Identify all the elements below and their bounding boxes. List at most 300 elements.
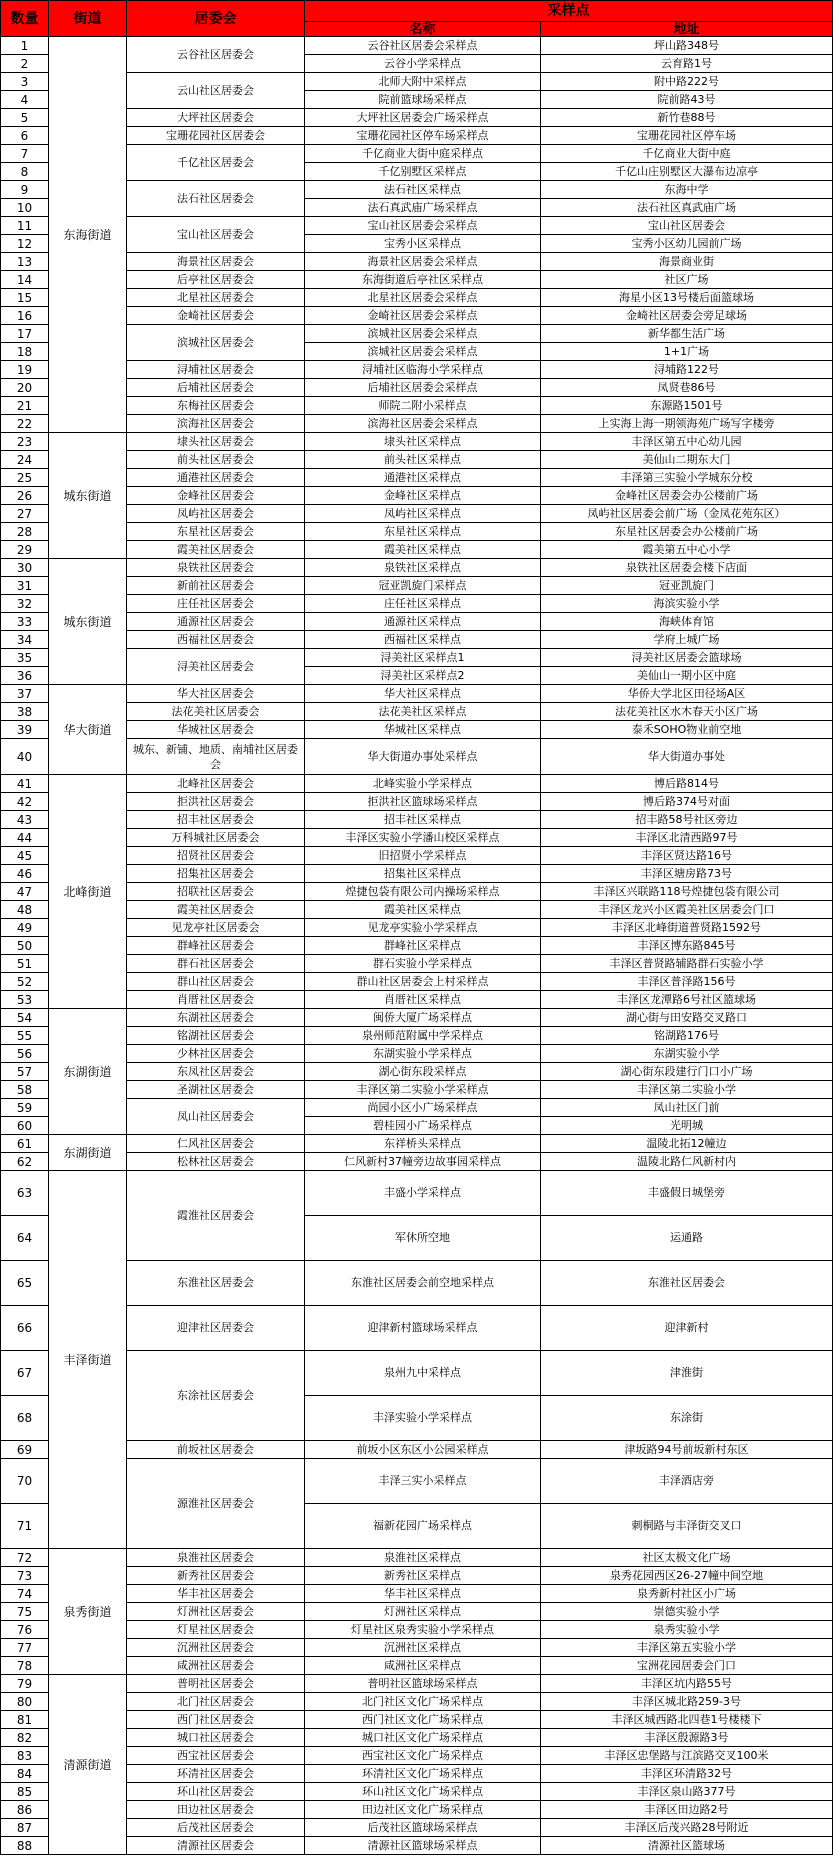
- sampling-point-address: 宝山社区居委会: [541, 217, 833, 235]
- sampling-point-name: 环清社区文化广场采样点: [305, 1765, 541, 1783]
- committee-cell: 前坂社区居委会: [127, 1441, 305, 1459]
- table-body: [1, 37, 833, 1855]
- sampling-point-address: 新竹巷88号: [541, 109, 833, 127]
- committee-cell: 群山社区居委会: [127, 973, 305, 991]
- sampling-point-name: 招集社区采样点: [305, 865, 541, 883]
- sampling-point-name: 泉淮社区采样点: [305, 1549, 541, 1567]
- table-row: [1, 685, 833, 703]
- sampling-point-name: 埭头社区采样点: [305, 433, 541, 451]
- sampling-point-name: 环山社区文化广场采样点: [305, 1783, 541, 1801]
- sampling-point-name: 法花美社区采样点: [305, 703, 541, 721]
- row-number: 11: [1, 217, 49, 235]
- committee-cell: 法石社区居委会: [127, 181, 305, 217]
- row-number: 54: [1, 1009, 49, 1027]
- sampling-point-address: 湖心街与田安路交叉路口: [541, 1009, 833, 1027]
- row-number: 17: [1, 325, 49, 343]
- sampling-point-name: 福新花园广场采样点: [305, 1504, 541, 1549]
- row-number: 68: [1, 1396, 49, 1441]
- row-number: 79: [1, 1675, 49, 1693]
- sampling-point-name: 庄任社区采样点: [305, 595, 541, 613]
- header-name: 名称: [305, 22, 541, 37]
- row-number: 23: [1, 433, 49, 451]
- row-number: 75: [1, 1603, 49, 1621]
- sampling-point-address: 丰泽区殷源路3号: [541, 1729, 833, 1747]
- sampling-point-name: 丰泽三实小采样点: [305, 1459, 541, 1504]
- committee-cell: 东湖社区居委会: [127, 1009, 305, 1027]
- committee-cell: 招集社区居委会: [127, 865, 305, 883]
- sampling-point-address: 冠亚凯旋门: [541, 577, 833, 595]
- sampling-point-address: 美仙山一期小区中庭: [541, 667, 833, 685]
- sampling-point-address: 千亿山庄别墅区大瀑布边凉亭: [541, 163, 833, 181]
- row-number: 81: [1, 1711, 49, 1729]
- row-number: 6: [1, 127, 49, 145]
- sampling-point-name: 金崎社区居委会采样点: [305, 307, 541, 325]
- committee-cell: 灯洲社区居委会: [127, 1603, 305, 1621]
- sampling-point-address: 东星社区居委会办公楼前广场: [541, 523, 833, 541]
- row-number: 27: [1, 505, 49, 523]
- sampling-point-address: 凤贤巷86号: [541, 379, 833, 397]
- row-number: 2: [1, 55, 49, 73]
- row-number: 21: [1, 397, 49, 415]
- row-number: 3: [1, 73, 49, 91]
- sampling-point-name: 霞美社区采样点: [305, 901, 541, 919]
- row-number: 87: [1, 1819, 49, 1837]
- sampling-point-name: 前坂小区东区小公园采样点: [305, 1441, 541, 1459]
- sampling-point-address: 湖心街东段建行门口小广场: [541, 1063, 833, 1081]
- sampling-point-name: 宝山社区居委会采样点: [305, 217, 541, 235]
- row-number: 80: [1, 1693, 49, 1711]
- committee-cell: 群峰社区居委会: [127, 937, 305, 955]
- sampling-point-name: 后茂社区篮球场采样点: [305, 1819, 541, 1837]
- sampling-point-name: 浔美社区采样点2: [305, 667, 541, 685]
- committee-cell: 霞美社区居委会: [127, 901, 305, 919]
- committee-cell: 新前社区居委会: [127, 577, 305, 595]
- sampling-point-name: 北峰实验小学采样点: [305, 775, 541, 793]
- sampling-point-address: 宝珊花园社区停车场: [541, 127, 833, 145]
- committee-cell: 千亿社区居委会: [127, 145, 305, 181]
- sampling-point-name: 大坪社区居委会广场采样点: [305, 109, 541, 127]
- committee-cell: 庄任社区居委会: [127, 595, 305, 613]
- street-cell: 城东街道: [49, 433, 127, 559]
- sampling-point-name: 肖厝社区采样点: [305, 991, 541, 1009]
- committee-cell: 霞淮社区居委会: [127, 1171, 305, 1261]
- committee-cell: 北门社区居委会: [127, 1693, 305, 1711]
- sampling-point-name: 法石真武庙广场采样点: [305, 199, 541, 217]
- row-number: 74: [1, 1585, 49, 1603]
- sampling-point-name: 华大社区采样点: [305, 685, 541, 703]
- sampling-point-address: 丰泽区忠堡路与江滨路交叉100米: [541, 1747, 833, 1765]
- committee-cell: 普明社区居委会: [127, 1675, 305, 1693]
- row-number: 1: [1, 37, 49, 55]
- sampling-point-name: 西宝社区文化广场采样点: [305, 1747, 541, 1765]
- sampling-point-address: 美仙山二期东大门: [541, 451, 833, 469]
- committee-cell: 招联社区居委会: [127, 883, 305, 901]
- committee-cell: 前头社区居委会: [127, 451, 305, 469]
- committee-cell: 少林社区居委会: [127, 1045, 305, 1063]
- sampling-point-name: 尚园小区小广场采样点: [305, 1099, 541, 1117]
- committee-cell: 通港社区居委会: [127, 469, 305, 487]
- row-number: 83: [1, 1747, 49, 1765]
- committee-cell: 华丰社区居委会: [127, 1585, 305, 1603]
- row-number: 50: [1, 937, 49, 955]
- sampling-point-name: 东祥桥头采样点: [305, 1135, 541, 1153]
- row-number: 70: [1, 1459, 49, 1504]
- committee-cell: 环清社区居委会: [127, 1765, 305, 1783]
- row-number: 10: [1, 199, 49, 217]
- street-cell: 东海街道: [49, 37, 127, 433]
- sampling-point-address: 博后路374号对面: [541, 793, 833, 811]
- sampling-point-address: 学府上城广场: [541, 631, 833, 649]
- sampling-point-name: 拒洪社区篮球场采样点: [305, 793, 541, 811]
- row-number: 88: [1, 1837, 49, 1855]
- sampling-point-address: 招丰路58号社区旁边: [541, 811, 833, 829]
- sampling-point-address: 丰泽区博东路845号: [541, 937, 833, 955]
- row-number: 4: [1, 91, 49, 109]
- sampling-point-address: 丰泽第三实验小学城东分校: [541, 469, 833, 487]
- row-number: 26: [1, 487, 49, 505]
- sampling-point-name: 军休所空地: [305, 1216, 541, 1261]
- sampling-point-name: 田边社区文化广场采样点: [305, 1801, 541, 1819]
- committee-cell: 大坪社区居委会: [127, 109, 305, 127]
- table-row: [1, 37, 833, 55]
- sampling-point-address: 丰泽区北清西路97号: [541, 829, 833, 847]
- sampling-point-name: 西门社区文化广场采样点: [305, 1711, 541, 1729]
- sampling-point-address: 丰泽区后茂兴路28号附近: [541, 1819, 833, 1837]
- row-number: 13: [1, 253, 49, 271]
- row-number: 43: [1, 811, 49, 829]
- sampling-point-address: 迎津新村: [541, 1306, 833, 1351]
- committee-cell: 圣湖社区居委会: [127, 1081, 305, 1099]
- committee-cell: 田边社区居委会: [127, 1801, 305, 1819]
- committee-cell: 西宝社区居委会: [127, 1747, 305, 1765]
- sampling-point-address: 上实海上海一期领海苑广场写字楼旁: [541, 415, 833, 433]
- committee-cell: 凤屿社区居委会: [127, 505, 305, 523]
- table-row: [1, 1135, 833, 1153]
- row-number: 73: [1, 1567, 49, 1585]
- committee-cell: 万科城社区居委会: [127, 829, 305, 847]
- table-row: [1, 559, 833, 577]
- row-number: 47: [1, 883, 49, 901]
- sampling-point-address: 温陵北路仁风新村内: [541, 1153, 833, 1171]
- row-number: 66: [1, 1306, 49, 1351]
- sampling-point-name: 清源社区篮球场采样点: [305, 1837, 541, 1855]
- row-number: 62: [1, 1153, 49, 1171]
- sampling-point-name: 丰盛小学采样点: [305, 1171, 541, 1216]
- sampling-point-name: 泉州师范附属中学采样点: [305, 1027, 541, 1045]
- row-number: 33: [1, 613, 49, 631]
- sampling-point-name: 后埔社区居委会采样点: [305, 379, 541, 397]
- row-number: 76: [1, 1621, 49, 1639]
- committee-cell: 泉铁社区居委会: [127, 559, 305, 577]
- sampling-point-name: 东海街道后亭社区采样点: [305, 271, 541, 289]
- committee-cell: 东涂社区居委会: [127, 1351, 305, 1441]
- sampling-point-address: 附中路222号: [541, 73, 833, 91]
- committee-cell: 铭湖社区居委会: [127, 1027, 305, 1045]
- committee-cell: 沉洲社区居委会: [127, 1639, 305, 1657]
- row-number: 65: [1, 1261, 49, 1306]
- sampling-point-address: 泉秀实验小学: [541, 1621, 833, 1639]
- sampling-point-name: 灯洲社区采样点: [305, 1603, 541, 1621]
- street-cell: 北峰街道: [49, 775, 127, 1009]
- sampling-point-name: 宝珊花园社区停车场采样点: [305, 127, 541, 145]
- sampling-point-name: 泉铁社区采样点: [305, 559, 541, 577]
- sampling-point-address: 津坂路94号前坂新村东区: [541, 1441, 833, 1459]
- sampling-point-address: 丰泽区普泽路156号: [541, 973, 833, 991]
- sampling-point-name: 丰泽区第二实验小学采样点: [305, 1081, 541, 1099]
- sampling-point-address: 东源路1501号: [541, 397, 833, 415]
- sampling-point-name: 师院二附小采样点: [305, 397, 541, 415]
- committee-cell: 西福社区居委会: [127, 631, 305, 649]
- row-number: 41: [1, 775, 49, 793]
- sampling-point-name: 浔埔社区临海小学采样点: [305, 361, 541, 379]
- committee-cell: 宝山社区居委会: [127, 217, 305, 253]
- committee-cell: 新秀社区居委会: [127, 1567, 305, 1585]
- committee-cell: 后亭社区居委会: [127, 271, 305, 289]
- committee-cell: 泉淮社区居委会: [127, 1549, 305, 1567]
- row-number: 46: [1, 865, 49, 883]
- sampling-point-address: 法石社区真武庙广场: [541, 199, 833, 217]
- sampling-point-address: 1+1广场: [541, 343, 833, 361]
- sampling-point-name: 云谷小学采样点: [305, 55, 541, 73]
- row-number: 58: [1, 1081, 49, 1099]
- row-number: 40: [1, 739, 49, 775]
- row-number: 29: [1, 541, 49, 559]
- sampling-point-address: 浔美社区居委会篮球场: [541, 649, 833, 667]
- row-number: 9: [1, 181, 49, 199]
- sampling-point-address: 丰泽区第五实验小学: [541, 1639, 833, 1657]
- sampling-point-name: 通源社区采样点: [305, 613, 541, 631]
- row-number: 37: [1, 685, 49, 703]
- sampling-point-address: 光明城: [541, 1117, 833, 1135]
- row-number: 5: [1, 109, 49, 127]
- committee-cell: 云山社区居委会: [127, 73, 305, 109]
- sampling-point-name: 东湖实验小学采样点: [305, 1045, 541, 1063]
- sampling-point-name: 丰泽区实验小学潘山校区采样点: [305, 829, 541, 847]
- row-number: 18: [1, 343, 49, 361]
- sampling-point-address: 浔埔路122号: [541, 361, 833, 379]
- sampling-point-address: 新华都生活广场: [541, 325, 833, 343]
- committee-cell: 浔美社区居委会: [127, 649, 305, 685]
- sampling-point-name: 冠亚凯旋门采样点: [305, 577, 541, 595]
- sampling-point-address: 崇德实验小学: [541, 1603, 833, 1621]
- sampling-point-address: 东淮社区居委会: [541, 1261, 833, 1306]
- street-cell: 城东街道: [49, 559, 127, 685]
- sampling-point-name: 见龙亭实验小学采样点: [305, 919, 541, 937]
- sampling-point-address: 华大街道办事处: [541, 739, 833, 775]
- sampling-point-name: 千亿别墅区采样点: [305, 163, 541, 181]
- row-number: 71: [1, 1504, 49, 1549]
- sampling-point-address: 千亿商业大街中庭: [541, 145, 833, 163]
- sampling-point-name: 滨城社区居委会采样点: [305, 343, 541, 361]
- committee-cell: 灯星社区居委会: [127, 1621, 305, 1639]
- committee-cell: 后茂社区居委会: [127, 1819, 305, 1837]
- sampling-point-address: 泉秀花园西区26-27幢中间空地: [541, 1567, 833, 1585]
- street-cell: 丰泽街道: [49, 1171, 127, 1549]
- committee-cell: 拒洪社区居委会: [127, 793, 305, 811]
- row-number: 61: [1, 1135, 49, 1153]
- row-number: 34: [1, 631, 49, 649]
- sampling-point-address: 云育路1号: [541, 55, 833, 73]
- sampling-point-name: 北门社区文化广场采样点: [305, 1693, 541, 1711]
- sampling-point-address: 运通路: [541, 1216, 833, 1261]
- sampling-point-name: 城口社区文化广场采样点: [305, 1729, 541, 1747]
- row-number: 78: [1, 1657, 49, 1675]
- row-number: 86: [1, 1801, 49, 1819]
- row-number: 69: [1, 1441, 49, 1459]
- sampling-point-name: 滨城社区居委会采样点: [305, 325, 541, 343]
- row-number: 24: [1, 451, 49, 469]
- sampling-point-address: 海峡体育馆: [541, 613, 833, 631]
- committee-cell: 金崎社区居委会: [127, 307, 305, 325]
- committee-cell: 滨海社区居委会: [127, 415, 305, 433]
- sampling-point-address: 丰泽区兴联路118号煌捷包袋有限公司: [541, 883, 833, 901]
- row-number: 85: [1, 1783, 49, 1801]
- committee-cell: 招丰社区居委会: [127, 811, 305, 829]
- row-number: 52: [1, 973, 49, 991]
- committee-cell: 咸洲社区居委会: [127, 1657, 305, 1675]
- sampling-point-address: 丰泽区龙潭路6号社区篮球场: [541, 991, 833, 1009]
- sampling-point-address: 丰泽区泉山路377号: [541, 1783, 833, 1801]
- row-number: 67: [1, 1351, 49, 1396]
- row-number: 36: [1, 667, 49, 685]
- sampling-point-address: 丰泽区龙兴小区霞美社区居委会门口: [541, 901, 833, 919]
- sampling-point-address: 丰泽区塘房路73号: [541, 865, 833, 883]
- row-number: 82: [1, 1729, 49, 1747]
- sampling-point-name: 普明社区篮球场采样点: [305, 1675, 541, 1693]
- street-cell: 清源街道: [49, 1675, 127, 1855]
- committee-cell: 埭头社区居委会: [127, 433, 305, 451]
- sampling-point-name: 群山社区居委会上村采样点: [305, 973, 541, 991]
- sampling-point-address: 丰泽区城北路259-3号: [541, 1693, 833, 1711]
- sampling-point-name: 院前篮球场采样点: [305, 91, 541, 109]
- committee-cell: 仁风社区居委会: [127, 1135, 305, 1153]
- row-number: 55: [1, 1027, 49, 1045]
- committee-cell: 东淮社区居委会: [127, 1261, 305, 1306]
- row-number: 25: [1, 469, 49, 487]
- sampling-point-address: 院前路43号: [541, 91, 833, 109]
- sampling-point-address: 丰泽区普贤路辅路群石实验小学: [541, 955, 833, 973]
- sampling-point-address: 泉秀新村社区小广场: [541, 1585, 833, 1603]
- table-row: [1, 1009, 833, 1027]
- row-number: 45: [1, 847, 49, 865]
- row-number: 84: [1, 1765, 49, 1783]
- sampling-point-address: 丰泽区城西路北四巷1号楼楼下: [541, 1711, 833, 1729]
- row-number: 30: [1, 559, 49, 577]
- committee-cell: 西门社区居委会: [127, 1711, 305, 1729]
- committee-cell: 环山社区居委会: [127, 1783, 305, 1801]
- sampling-point-name: 北师大附中采样点: [305, 73, 541, 91]
- sampling-point-address: 海景商业街: [541, 253, 833, 271]
- row-number: 51: [1, 955, 49, 973]
- sampling-point-address: 丰泽区坑内路55号: [541, 1675, 833, 1693]
- table-row: [1, 775, 833, 793]
- sampling-point-name: 华城社区采样点: [305, 721, 541, 739]
- row-number: 64: [1, 1216, 49, 1261]
- sampling-point-address: 坪山路348号: [541, 37, 833, 55]
- sampling-point-name: 丰泽实验小学采样点: [305, 1396, 541, 1441]
- row-number: 57: [1, 1063, 49, 1081]
- committee-cell: 华大社区居委会: [127, 685, 305, 703]
- sampling-point-name: 仁风新村37幢旁边故事园采样点: [305, 1153, 541, 1171]
- sampling-point-name: 法石社区采样点: [305, 181, 541, 199]
- sampling-point-name: 旧招贤小学采样点: [305, 847, 541, 865]
- sampling-point-name: 千亿商业大街中庭采样点: [305, 145, 541, 163]
- row-number: 35: [1, 649, 49, 667]
- row-number: 16: [1, 307, 49, 325]
- row-number: 28: [1, 523, 49, 541]
- table-row: [1, 1549, 833, 1567]
- sampling-point-name: 泉州九中采样点: [305, 1351, 541, 1396]
- sampling-point-name: 闽侨大厦广场采样点: [305, 1009, 541, 1027]
- header-committee: 居委会: [127, 1, 305, 37]
- sampling-point-name: 沉洲社区采样点: [305, 1639, 541, 1657]
- sampling-point-address: 津淮街: [541, 1351, 833, 1396]
- committee-cell: 东梅社区居委会: [127, 397, 305, 415]
- committee-cell: 凤山社区居委会: [127, 1099, 305, 1135]
- sampling-point-address: 丰泽区贤达路16号: [541, 847, 833, 865]
- row-number: 48: [1, 901, 49, 919]
- header-number: 数量: [1, 1, 49, 37]
- committee-cell: 后埔社区居委会: [127, 379, 305, 397]
- row-number: 22: [1, 415, 49, 433]
- street-cell: 东湖街道: [49, 1009, 127, 1135]
- sampling-point-name: 灯星社区泉秀实验小学采样点: [305, 1621, 541, 1639]
- row-number: 38: [1, 703, 49, 721]
- row-number: 19: [1, 361, 49, 379]
- committee-cell: 云谷社区居委会: [127, 37, 305, 73]
- committee-cell: 华城社区居委会: [127, 721, 305, 739]
- sampling-point-address: 金崎社区居委会旁足球场: [541, 307, 833, 325]
- sampling-point-name: 华大街道办事处采样点: [305, 739, 541, 775]
- sampling-point-address: 博后路814号: [541, 775, 833, 793]
- row-number: 44: [1, 829, 49, 847]
- header-street: 街道: [49, 1, 127, 37]
- sampling-point-address: 华侨大学北区田径场A区: [541, 685, 833, 703]
- committee-cell: 清源社区居委会: [127, 1837, 305, 1855]
- row-number: 53: [1, 991, 49, 1009]
- sampling-point-name: 宝秀小区采样点: [305, 235, 541, 253]
- sampling-point-name: 新秀社区采样点: [305, 1567, 541, 1585]
- sampling-point-address: 丰泽区环清路32号: [541, 1765, 833, 1783]
- row-number: 39: [1, 721, 49, 739]
- sampling-point-address: 宝洲花园居委会门口: [541, 1657, 833, 1675]
- committee-cell: 群石社区居委会: [127, 955, 305, 973]
- row-number: 63: [1, 1171, 49, 1216]
- sampling-point-address: 法花美社区水木春天小区广场: [541, 703, 833, 721]
- sampling-point-address: 丰泽区北峰街道普贤路1592号: [541, 919, 833, 937]
- sampling-point-address: 宝秀小区幼儿园前广场: [541, 235, 833, 253]
- committee-cell: 北峰社区居委会: [127, 775, 305, 793]
- table-row: [1, 1171, 833, 1216]
- sampling-point-address: 社区广场: [541, 271, 833, 289]
- sampling-point-name: 煌捷包袋有限公司内操场采样点: [305, 883, 541, 901]
- committee-cell: 城东、新铺、地质、南埔社区居委会: [127, 739, 305, 775]
- sampling-point-name: 海景社区居委会采样点: [305, 253, 541, 271]
- sampling-point-address: 泰禾SOHO物业前空地: [541, 721, 833, 739]
- sampling-point-address: 刺桐路与丰泽街交叉口: [541, 1504, 833, 1549]
- sampling-point-address: 东湖实验小学: [541, 1045, 833, 1063]
- sampling-point-name: 云谷社区居委会采样点: [305, 37, 541, 55]
- table-row: [1, 433, 833, 451]
- street-cell: 泉秀街道: [49, 1549, 127, 1675]
- header-address: 地址: [541, 22, 833, 37]
- header-sampling-point: 采样点: [305, 1, 833, 22]
- sampling-point-address: 丰泽区第五中心幼儿园: [541, 433, 833, 451]
- sampling-point-address: 海星小区13号楼后面篮球场: [541, 289, 833, 307]
- sampling-point-name: 凤屿社区采样点: [305, 505, 541, 523]
- sampling-point-name: 西福社区采样点: [305, 631, 541, 649]
- sampling-point-name: 碧桂园小广场采样点: [305, 1117, 541, 1135]
